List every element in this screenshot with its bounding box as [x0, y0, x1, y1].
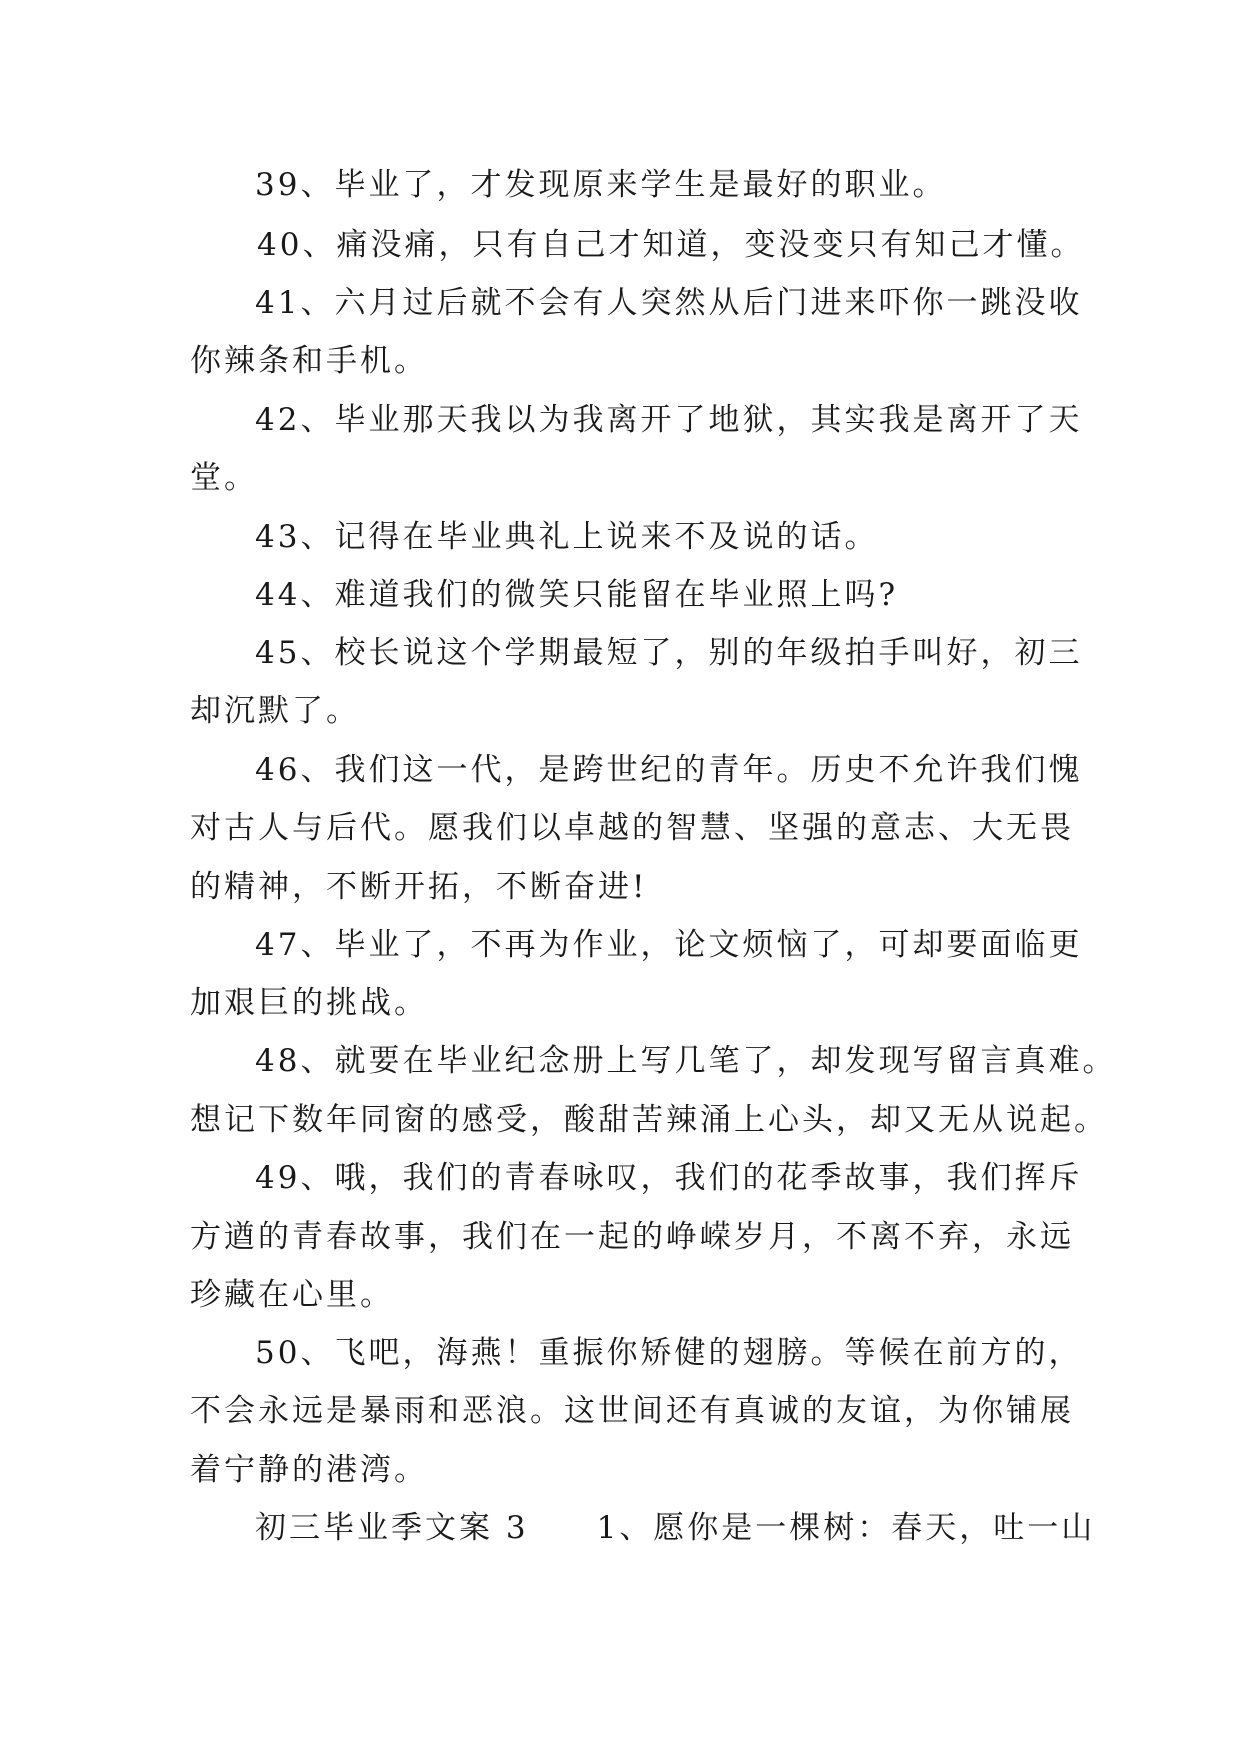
text-line: 43、记得在毕业典礼上说来不及说的话。	[255, 519, 879, 555]
text-line: 40、痛没痛，只有自己才知道，变没变只有知己才懂。	[257, 227, 1085, 263]
text-line: 39、毕业了，才发现原来学生是最好的职业。	[255, 167, 947, 203]
text-line: 44、难道我们的微笑只能留在毕业照上吗?	[255, 577, 899, 613]
text-line: 堂。	[190, 460, 258, 496]
text-line: 却沉默了。	[190, 693, 360, 729]
text-line: 49、哦，我们的青春咏叹，我们的花季故事，我们挥斥	[255, 1160, 1083, 1196]
text-line: 不会永远是暴雨和恶浪。这世间还有真诚的友谊，为你铺展	[190, 1393, 1074, 1429]
text-line: 加艰巨的挑战。	[190, 985, 428, 1021]
text-line: 想记下数年同窗的感受，酸甜苦辣涌上心头，却又无从说起。	[190, 1102, 1108, 1138]
text-line: 着宁静的港湾。	[190, 1452, 428, 1488]
text-line: 你辣条和手机。	[190, 343, 428, 379]
text-line: 珍藏在心里。	[190, 1277, 394, 1313]
text-line: 46、我们这一代，是跨世纪的青年。历史不允许我们愧	[255, 752, 1083, 788]
text-line: 方遒的青春故事，我们在一起的峥嵘岁月，不离不弃，永远	[190, 1219, 1074, 1255]
text-line: 的精神，不断开拓，不断奋进!	[190, 869, 648, 905]
text-line: 48、就要在毕业纪念册上写几笔了，却发现写留言真难。	[255, 1043, 1117, 1079]
text-line: 初三毕业季文案 3 1、愿你是一棵树：春天，吐一山	[255, 1510, 1096, 1546]
text-line: 42、毕业那天我以为我离开了地狱，其实我是离开了天	[255, 402, 1083, 438]
text-line: 47、毕业了，不再为作业，论文烦恼了，可却要面临更	[255, 927, 1083, 963]
text-line: 对古人与后代。愿我们以卓越的智慧、坚强的意志、大无畏	[190, 810, 1074, 846]
text-line: 45、校长说这个学期最短了，别的年级拍手叫好，初三	[255, 635, 1083, 671]
text-line: 50、飞吧，海燕！重振你矫健的翅膀。等候在前方的，	[255, 1335, 1083, 1371]
text-line: 41、六月过后就不会有人突然从后门进来吓你一跳没收	[255, 285, 1083, 321]
